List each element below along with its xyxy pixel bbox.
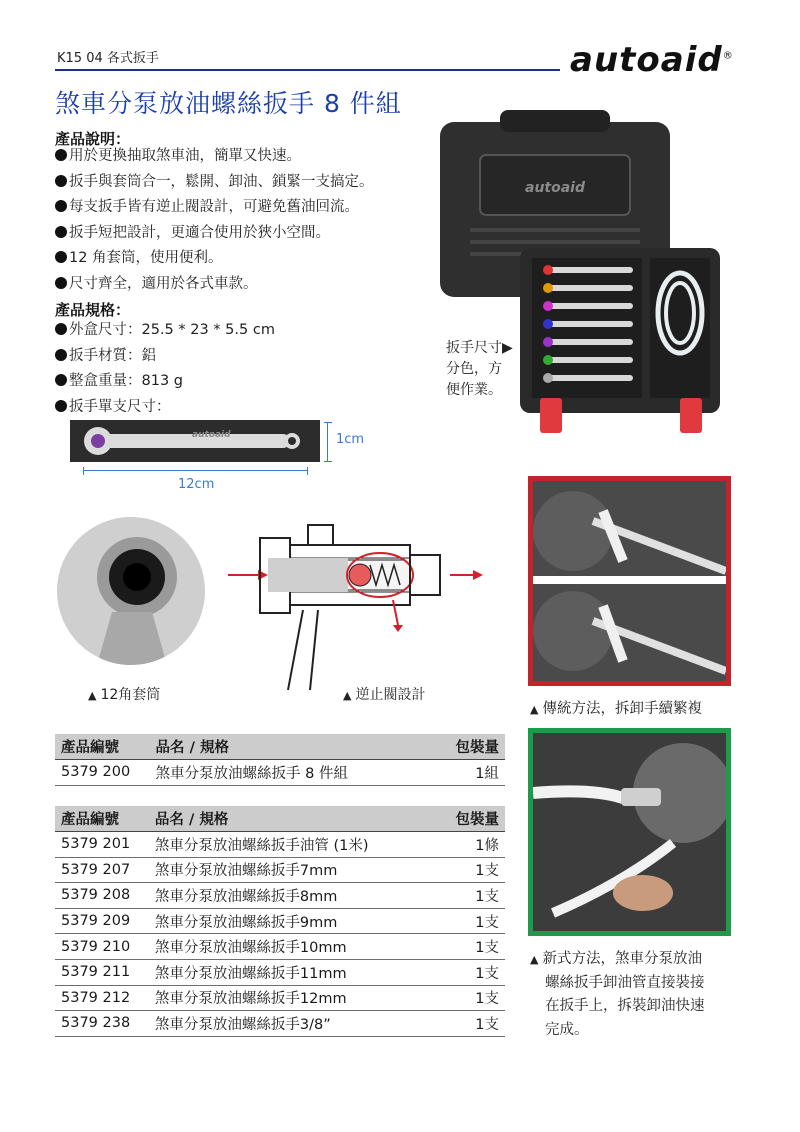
column-header: 產品編號 xyxy=(55,734,150,760)
socket-photo xyxy=(57,517,205,665)
svg-text:autoaid: autoaid xyxy=(525,180,585,196)
table-row xyxy=(55,883,505,909)
list-item: 扳手單支尺寸： xyxy=(55,395,275,421)
list-item: 尺寸齊全，適用於各式車款。 xyxy=(55,272,374,298)
table-row xyxy=(55,1011,505,1037)
product-name: 煞車分泵放油螺絲扳手油管 (1米) xyxy=(149,832,433,858)
product-name: 煞車分泵放油螺絲扳手10mm xyxy=(149,934,433,960)
table-row xyxy=(55,832,505,858)
package-qty: 1支 xyxy=(432,934,505,960)
product-code: 5379 209 xyxy=(55,908,149,934)
column-header: 產品編號 xyxy=(55,806,149,832)
product-name: 煞車分泵放油螺絲扳手3/8” xyxy=(149,1011,433,1037)
product-name: 煞車分泵放油螺絲扳手12mm xyxy=(149,985,433,1011)
product-name: 煞車分泵放油螺絲扳手8mm xyxy=(149,883,433,909)
traditional-method-photo xyxy=(528,476,731,686)
page-title: 煞車分泵放油螺絲扳手 8 件組 xyxy=(55,89,402,118)
new-method-photo xyxy=(528,728,731,936)
package-qty: 1支 xyxy=(432,883,505,909)
specs-heading: 產品規格： xyxy=(55,301,131,319)
table-row xyxy=(55,908,505,934)
open-case-photo xyxy=(520,248,720,438)
table-header-row xyxy=(55,806,505,832)
list-item: 扳手與套筒合一，鬆開、卸油、鎖緊一支搞定。 xyxy=(55,170,374,196)
wrench-photo xyxy=(70,420,320,462)
package-qty: 1組 xyxy=(432,760,505,786)
product-code: 5379 238 xyxy=(55,1011,149,1037)
column-header: 包裝量 xyxy=(432,734,505,760)
list-item: 用於更換抽取煞車油，簡單又快速。 xyxy=(55,144,374,170)
caption-line: 螺絲扳手卸油管直接裝接 xyxy=(545,974,705,991)
column-header: 品名 / 規格 xyxy=(149,806,433,832)
product-code: 5379 210 xyxy=(55,934,149,960)
product-code: 5379 212 xyxy=(55,985,149,1011)
socket-caption: ▲ 12角套筒 xyxy=(88,687,161,703)
product-name: 煞車分泵放油螺絲扳手7mm xyxy=(149,857,433,883)
package-qty: 1支 xyxy=(432,908,505,934)
list-item: 每支扳手皆有逆止閥設計，可避免舊油回流。 xyxy=(55,195,374,221)
list-item: 12 角套筒，使用便利。 xyxy=(55,246,374,272)
caption-line: ▲ 新式方法，煞車分泵放油 xyxy=(530,951,702,967)
height-dimension-label: 1cm xyxy=(336,432,365,447)
product-code: 5379 208 xyxy=(55,883,149,909)
product-name: 煞車分泵放油螺絲扳手9mm xyxy=(149,908,433,934)
package-qty: 1支 xyxy=(432,1011,505,1037)
case-note-line: 扳手尺寸▶ xyxy=(446,340,513,356)
catalog-code: K15 04 各式扳手 xyxy=(57,51,159,66)
package-qty: 1條 xyxy=(432,832,505,858)
brand-logo: autoaid® xyxy=(570,40,734,80)
column-header: 品名 / 規格 xyxy=(150,734,432,760)
table-row xyxy=(55,959,505,985)
product-code: 5379 201 xyxy=(55,832,149,858)
package-qty: 1支 xyxy=(432,857,505,883)
triangle-icon: ▲ xyxy=(530,703,539,716)
triangle-icon: ▲ xyxy=(343,689,352,702)
list-item: 扳手材質：鋁 xyxy=(55,344,275,370)
case-note-line: 分色，方 xyxy=(446,361,502,377)
table-header-row xyxy=(55,734,505,760)
product-code: 5379 200 xyxy=(55,760,150,786)
list-item: 整盒重量：813 g xyxy=(55,369,275,395)
caption-line: 在扳手上，拆裝卸油快速 xyxy=(545,998,705,1014)
list-item: 扳手短把設計，更適合使用於狹小空間。 xyxy=(55,221,374,247)
package-qty: 1支 xyxy=(432,985,505,1011)
table-row xyxy=(55,985,505,1011)
length-dimension-label: 12cm xyxy=(178,477,215,492)
product-name: 煞車分泵放油螺絲扳手11mm xyxy=(149,959,433,985)
valve-caption: ▲ 逆止閥設計 xyxy=(343,687,426,703)
parts-table xyxy=(55,806,505,1037)
length-dimension-line xyxy=(83,467,308,475)
product-name: 煞車分泵放油螺絲扳手 8 件組 xyxy=(150,760,432,786)
description-heading: 產品說明： xyxy=(55,130,131,148)
triangle-icon: ▲ xyxy=(530,953,539,966)
case-note xyxy=(446,338,513,401)
case-note-line: 便作業。 xyxy=(446,382,502,398)
caption-line: 完成。 xyxy=(545,1021,589,1038)
description-list xyxy=(55,144,374,298)
header-rule xyxy=(55,69,560,71)
new-method-caption xyxy=(530,948,705,1042)
specs-list xyxy=(55,318,275,420)
height-dimension-line xyxy=(324,422,332,462)
package-qty: 1支 xyxy=(432,959,505,985)
column-header: 包裝量 xyxy=(432,806,505,832)
set-table xyxy=(55,734,505,786)
list-item: 外盒尺寸：25.5 * 23 * 5.5 cm xyxy=(55,318,275,344)
product-code: 5379 211 xyxy=(55,959,149,985)
triangle-icon: ▲ xyxy=(88,689,97,702)
check-valve-diagram xyxy=(208,520,498,695)
table-row xyxy=(55,934,505,960)
table-row xyxy=(55,760,505,786)
table-row xyxy=(55,857,505,883)
product-code: 5379 207 xyxy=(55,857,149,883)
wrench-mark: autoaid xyxy=(192,430,231,440)
traditional-caption: ▲ 傳統方法，拆卸手續繁複 xyxy=(530,701,702,717)
